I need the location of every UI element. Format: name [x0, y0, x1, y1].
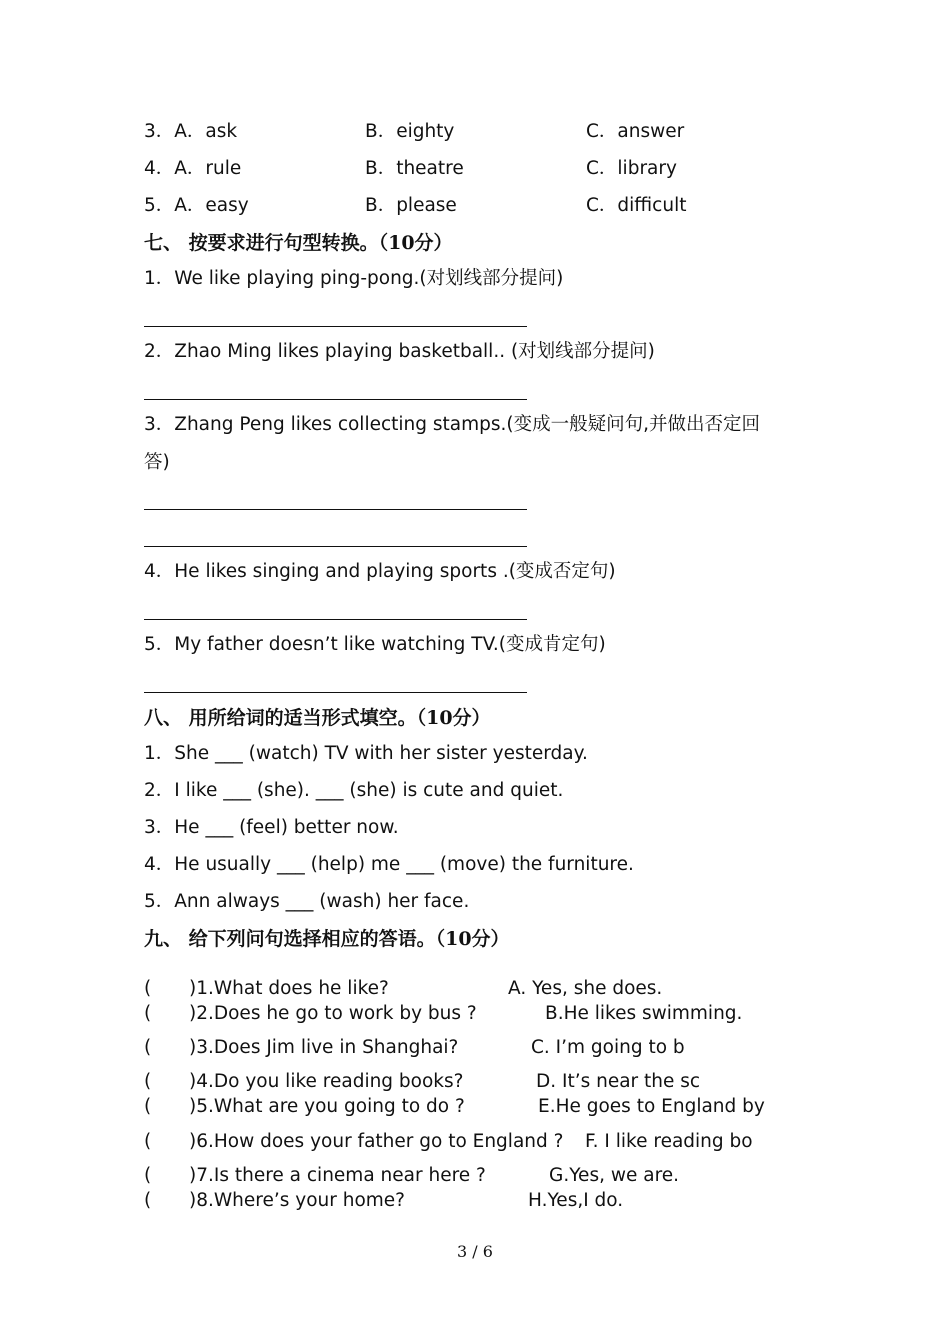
question-text: 5．My father doesn’t like watching TV.(变成肯定句): [144, 634, 606, 655]
match-answer: F. I like reading bo: [585, 1131, 753, 1152]
answer-paren[interactable]: (: [144, 1003, 152, 1024]
answer-line[interactable]: [144, 619, 527, 620]
answer-paren[interactable]: (: [144, 1096, 152, 1117]
question-text: 4．He likes singing and playing sports .(变成否定句): [144, 561, 616, 582]
option-b: B．please: [365, 195, 457, 216]
option-a: 3．A．ask: [144, 121, 238, 142]
fill-blank-item: 5．Ann always ___ (wash) her face.: [144, 891, 470, 912]
match-question: )1.What does he like?: [189, 978, 389, 999]
option-a: 5．A．easy: [144, 195, 249, 216]
match-answer: C. I’m going to b: [531, 1037, 685, 1058]
answer-line[interactable]: [144, 399, 527, 400]
answer-paren[interactable]: (: [144, 978, 152, 999]
answer-line[interactable]: [144, 546, 527, 547]
question-text: 3．Zhang Peng likes collecting stamps.(变成一般疑问句,并做出否定回: [144, 414, 760, 435]
fill-blank-item: 4．He usually ___ (help) me ___ (move) the furniture.: [144, 854, 634, 875]
fill-blank-item: 2．I like ___ (she). ___ (she) is cute and quiet.: [144, 780, 564, 801]
answer-line[interactable]: [144, 692, 527, 693]
option-b: B．eighty: [365, 121, 455, 142]
section-heading: 九、 给下列问句选择相应的答语。（10分）: [144, 928, 510, 950]
fill-blank-item: 1．She ___ (watch) TV with her sister yesterday.: [144, 743, 588, 764]
answer-paren[interactable]: (: [144, 1165, 152, 1186]
option-c: C．difficult: [586, 195, 687, 216]
answer-paren[interactable]: (: [144, 1190, 152, 1211]
option-a: 4．A．rule: [144, 158, 242, 179]
section-heading: 八、 用所给词的适当形式填空。（10分）: [144, 707, 491, 729]
option-c: C．library: [586, 158, 677, 179]
match-question: )5.What are you going to do ?: [189, 1096, 465, 1117]
match-answer: D. It’s near the sc: [536, 1071, 701, 1092]
answer-paren[interactable]: (: [144, 1071, 152, 1092]
question-text: 1．We like playing ping-pong.(对划线部分提问): [144, 268, 564, 289]
option-b: B．theatre: [365, 158, 464, 179]
match-question: )8.Where’s your home?: [189, 1190, 405, 1211]
question-text: 2．Zhao Ming likes playing basketball.. (对划线部分提问): [144, 341, 655, 362]
fill-blank-item: 3．He ___ (feel) better now.: [144, 817, 399, 838]
match-question: )7.Is there a cinema near here ?: [189, 1165, 486, 1186]
match-question: )6.How does your father go to England ?: [189, 1131, 564, 1152]
answer-line[interactable]: [144, 509, 527, 510]
match-answer: E.He goes to England by: [538, 1096, 765, 1117]
match-answer: H.Yes,I do.: [528, 1190, 624, 1211]
page-number: 3 / 6: [457, 1242, 493, 1261]
question-text-continued: 答): [144, 452, 170, 473]
match-question: )2.Does he go to work by bus ?: [189, 1003, 477, 1024]
match-question: )4.Do you like reading books?: [189, 1071, 464, 1092]
answer-paren[interactable]: (: [144, 1131, 152, 1152]
match-answer: A. Yes, she does.: [508, 978, 663, 999]
option-c: C．answer: [586, 121, 685, 142]
answer-paren[interactable]: (: [144, 1037, 152, 1058]
answer-line[interactable]: [144, 326, 527, 327]
section-heading: 七、 按要求进行句型转换。（10分）: [144, 232, 453, 254]
match-answer: G.Yes, we are.: [549, 1165, 680, 1186]
match-answer: B.He likes swimming.: [545, 1003, 743, 1024]
match-question: )3.Does Jim live in Shanghai?: [189, 1037, 459, 1058]
